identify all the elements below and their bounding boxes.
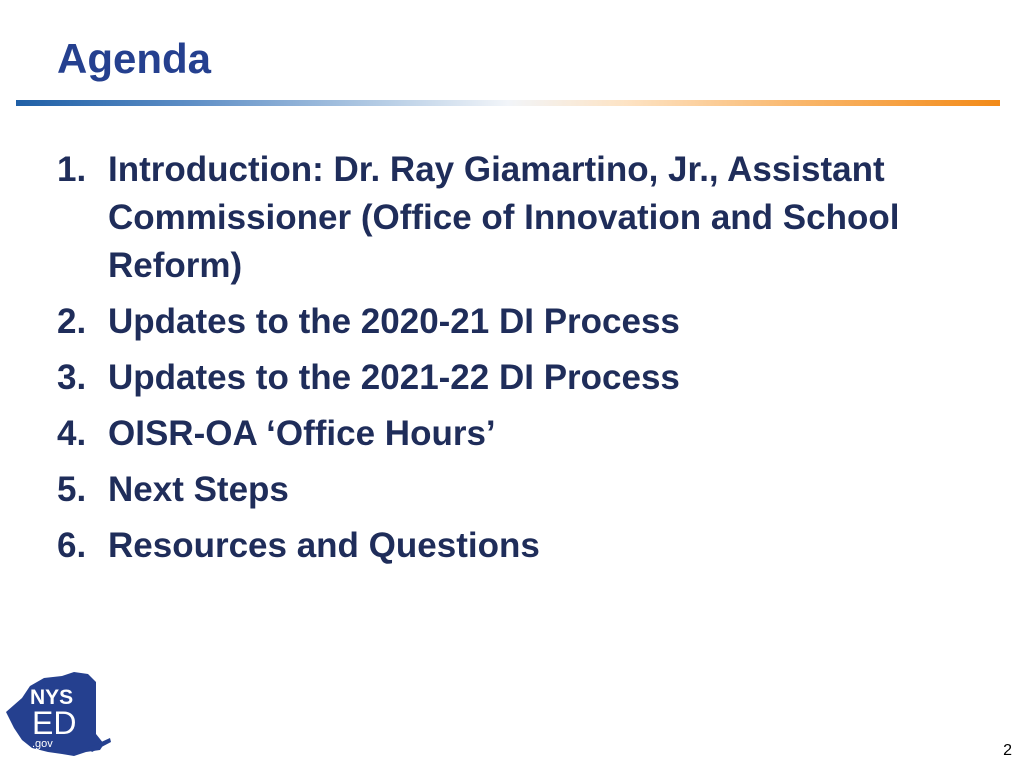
logo-text-gov: .gov <box>32 738 53 750</box>
agenda-item-text: OISR-OA ‘Office Hours’ <box>108 414 496 453</box>
agenda-item <box>57 522 957 570</box>
agenda-item-number: 6. <box>57 526 87 565</box>
agenda-item-text: Resources and Questions <box>108 526 540 565</box>
logo-text-nys: NYS <box>30 686 74 709</box>
agenda-list <box>57 146 957 578</box>
nysed-logo <box>0 668 112 760</box>
title-divider <box>16 100 1000 106</box>
page-number: 2 <box>1003 742 1012 759</box>
agenda-item-number: 1. <box>57 150 87 189</box>
agenda-item-text: Updates to the 2021-22 DI Process <box>108 358 680 397</box>
agenda-item <box>57 466 957 514</box>
agenda-item-number: 2. <box>57 302 87 341</box>
agenda-item <box>57 298 957 346</box>
agenda-item-number: 4. <box>57 414 87 453</box>
agenda-item-number: 3. <box>57 358 87 397</box>
agenda-item <box>57 410 957 458</box>
agenda-item <box>57 354 957 402</box>
agenda-item-text: Next Steps <box>108 470 289 509</box>
agenda-item-text: Introduction: Dr. Ray Giamartino, Jr., Assistant Commissioner (Office of Innovation and School Reform) <box>108 150 900 285</box>
agenda-item-text: Updates to the 2020-21 DI Process <box>108 302 680 341</box>
agenda-item-number: 5. <box>57 470 87 509</box>
logo-text-ed: ED <box>32 705 77 741</box>
slide-title: Agenda <box>57 35 212 82</box>
agenda-item <box>57 146 957 290</box>
